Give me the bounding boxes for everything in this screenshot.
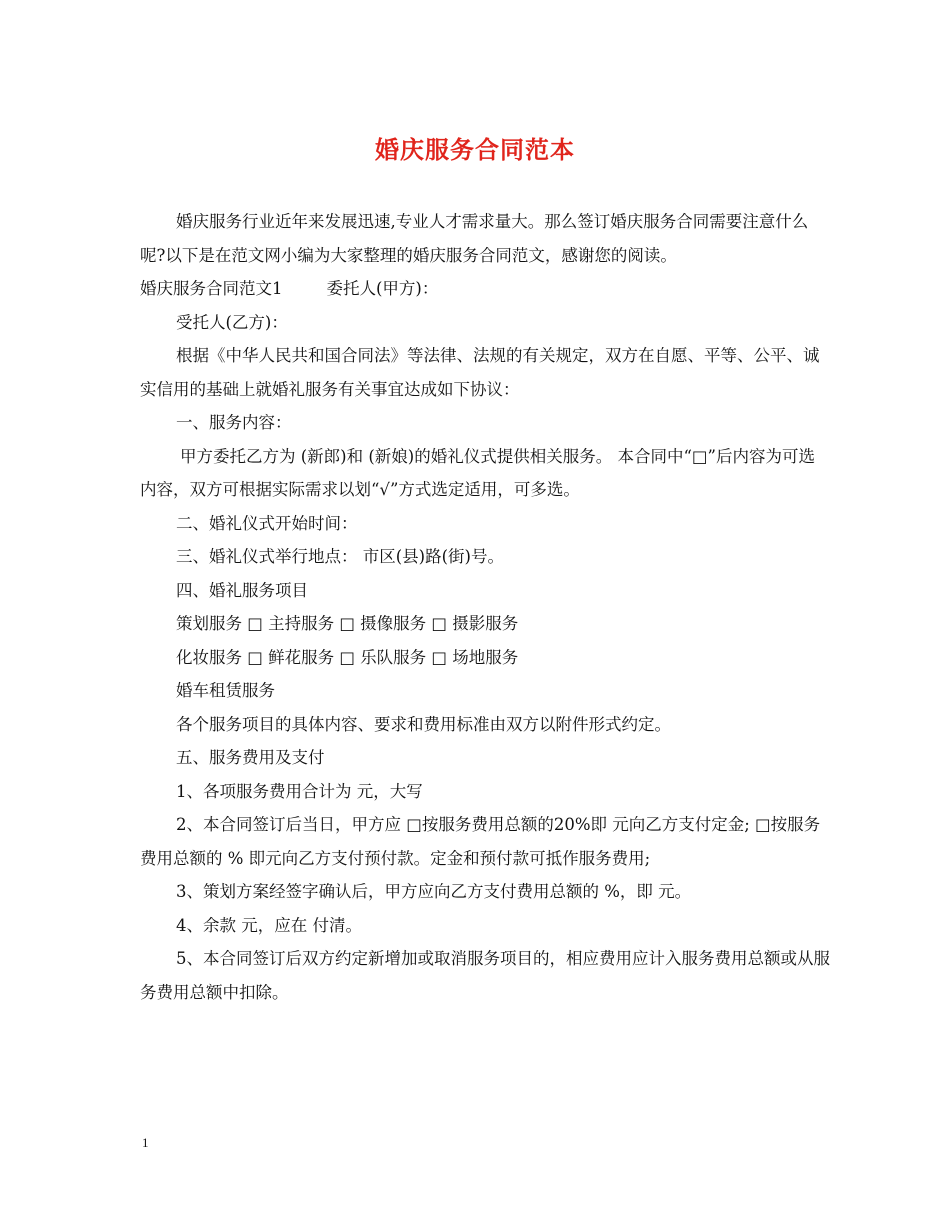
services-note: 各个服务项目的具体内容、要求和费用标准由双方以附件形式约定。: [176, 714, 671, 734]
document-body: [140, 205, 830, 1009]
section-2-heading: 二、婚礼仪式开始时间：: [176, 513, 358, 533]
section-4-heading: 四、婚礼服务项目: [176, 580, 308, 600]
payment-item-5: 5、本合同签订后双方约定新增加或取消服务项目的，相应费用应计入服务费用总额或从服务费用总额中扣除。: [140, 949, 830, 1002]
party-b-label: 受托人(乙方)：: [176, 312, 288, 332]
payment-item-3: 3、策划方案经签字确认后，甲方应向乙方支付费用总额的 %，即 元。: [176, 882, 692, 901]
payment-item-2: 2、本合同签订后当日，甲方应 □按服务费用总额的20%即 元向乙方支付定金; □按服务费用总额的 % 即元向乙方支付预付款。定金和预付款可抵作服务费用;: [140, 815, 821, 868]
section-3-heading: 三、婚礼仪式举行地点： 市区(县)路(街)号。: [176, 547, 504, 566]
sample-header-line: [140, 272, 830, 306]
services-row-3: 婚车租赁服务: [176, 681, 275, 700]
intro-paragraph: 婚庆服务行业近年来发展迅速,专业人才需求量大。那么签订婚庆服务合同需要注意什么呢?以下是在范文网小编为大家整理的婚庆服务合同范文，感谢您的阅读。: [140, 212, 809, 265]
payment-item-4: 4、余款 元，应在 付清。: [176, 915, 362, 935]
services-row-1: 策划服务 □ 主持服务 □ 摄像服务 □ 摄影服务: [176, 614, 519, 633]
section-1-heading: 一、服务内容：: [176, 413, 292, 432]
preamble-paragraph: 根据《中华人民共和国合同法》等法律、法规的有关规定，双方在自愿、平等、公平、诚实信用的基础上就婚礼服务有关事宜达成如下协议：: [140, 346, 820, 399]
services-row-2: 化妆服务 □ 鲜花服务 □ 乐队服务 □ 场地服务: [176, 647, 519, 667]
document-title: 婚庆服务合同范本: [375, 135, 575, 164]
payment-item-1: 1、各项服务费用合计为 元，大写: [176, 781, 423, 801]
sample-label: 婚庆服务合同范文1: [140, 279, 283, 298]
page-number: 1: [142, 1135, 149, 1150]
party-a-label: 委托人(甲方)：: [326, 279, 439, 298]
section-5-heading: 五、服务费用及支付: [176, 748, 325, 767]
section-1-text: 甲方委托乙方为 (新郎)和 (新娘)的婚礼仪式提供相关服务。 本合同中“□”后内容为可选内容，双方可根据实际需求以划“√”方式选定适用，可多选。: [140, 446, 815, 499]
